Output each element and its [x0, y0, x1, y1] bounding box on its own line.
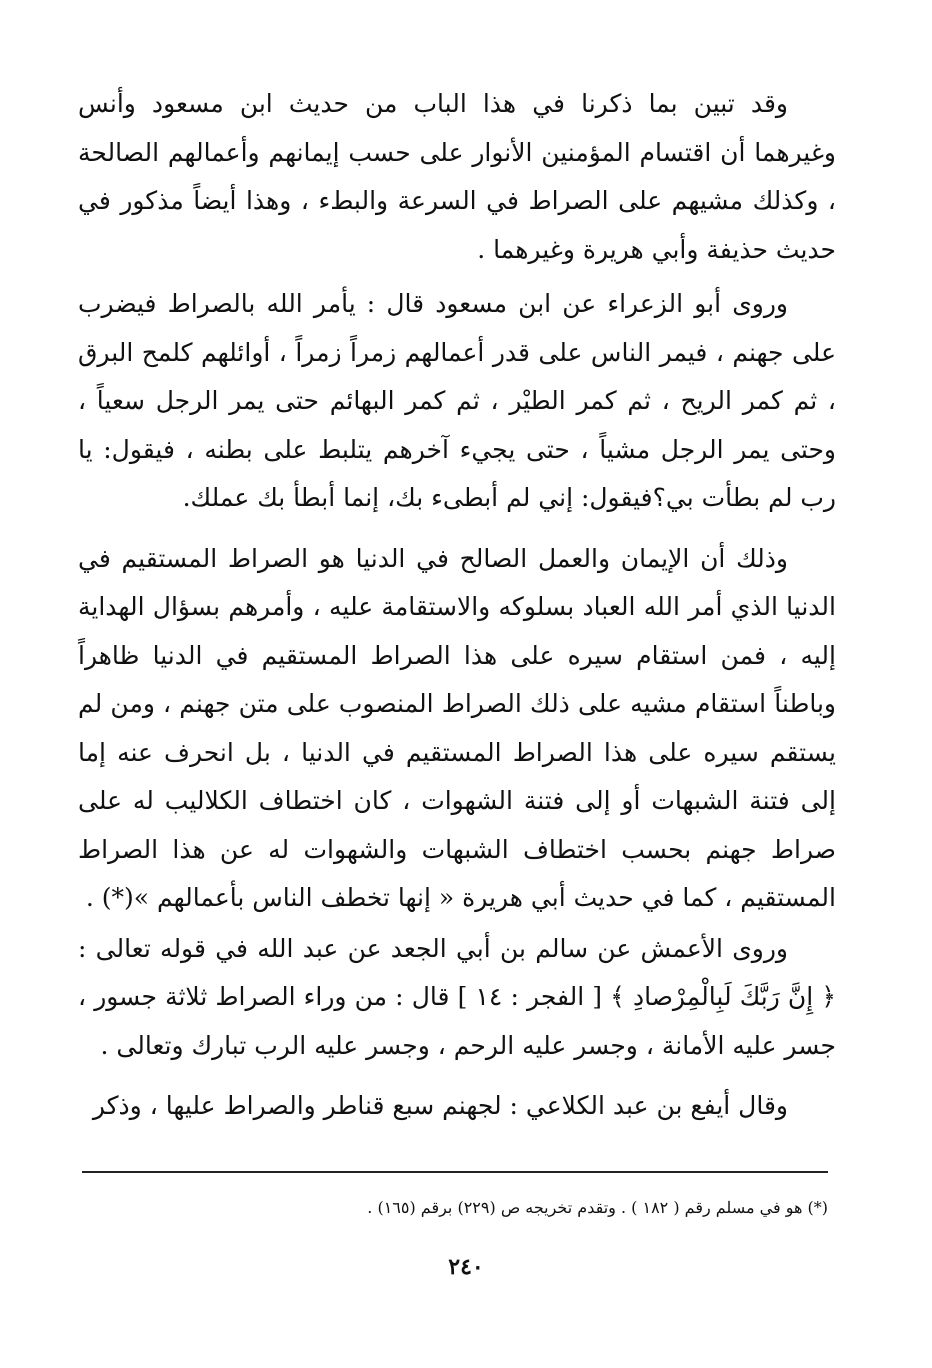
main-text [78, 80, 836, 1131]
paragraph-5: وقال أيفع بن عبد الكلاعي : لجهنم سبع قناطر والصراط عليها ، وذكر [92, 1091, 788, 1120]
footnote-divider [82, 1171, 828, 1173]
page-number: ٢٤٠ [448, 1254, 484, 1280]
paragraph-4: وروى الأعمش عن سالم بن أبي الجعد عن عبد الله في قوله تعالى : ﴿ إِنَّ رَبَّكَ لَبِالْمِرْصادِ ﴾ [ الفجر : ١٤ ] قال : من وراء الصراط ثلاثة جسور ، جسر عليه الأمانة ، وجسر عليه الرحم ، وجسر عليه الرب تبارك وتعالى . [78, 933, 836, 1060]
paragraph-3: وذلك أن الإيمان والعمل الصالح في الدنيا هو الصراط المستقيم في الدنيا الذي أمر الله العباد بسلوكه والاستقامة عليه ، وأمرهم بسؤال الهداية إليه ، فمن استقام سيره على هذا الصراط المستقيم في الدنيا ظاهراً وباطناً استقام مشيه على ذلك الصراط المنصوب على متن جهنم ، ومن لم يستقم سيره على هذا الصراط المستقيم في الدنيا ، بل انحرف عنه إما إلى فتنة الشبهات أو إلى فتنة الشهوات ، كان اختطاف الكلاليب له على صراط جهنم بحسب اختطاف الشبهات والشهوات له عن هذا الصراط المستقيم ، كما في حديث أبي هريرة « إنها تخطف الناس بأعمالهم »(*) . [78, 543, 836, 912]
paragraph-2: وروى أبو الزعراء عن ابن مسعود قال : يأمر الله بالصراط فيضرب على جهنم ، فيمر الناس على قدر أعمالهم زمراً زمراً ، أوائلهم كلمح البرق ، ثم كمر الريح ، ثم كمر الطيْر ، ثم كمر البهائم حتى يمر الرجل سعياً ، وحتى يمر الرجل مشياً ، حتى يجيء آخرهم يتلبط على بطنه ، فيقول: يا رب لم بطأت بي؟فيقول: إني لم أبطىء بك، إنما أبطأ بك عملك. [78, 289, 836, 512]
paragraph-1: وقد تبين بما ذكرنا في هذا الباب من حديث ابن مسعود وأنس وغيرهما أن اقتسام المؤمنين الأنوار على حسب إيمانهم وأعمالهم الصالحة ، وكذلك مشيهم على الصراط في السرعة والبطء ، وهذا أيضاً مذكور في حديث حذيفة وأبي هريرة وغيرهما . [78, 89, 836, 264]
footnote: (*) هو في مسلم رقم ( ١٨٢ ) . وتقدم تخريجه ص (٢٢٩) برقم (١٦٥) . [367, 1198, 828, 1217]
